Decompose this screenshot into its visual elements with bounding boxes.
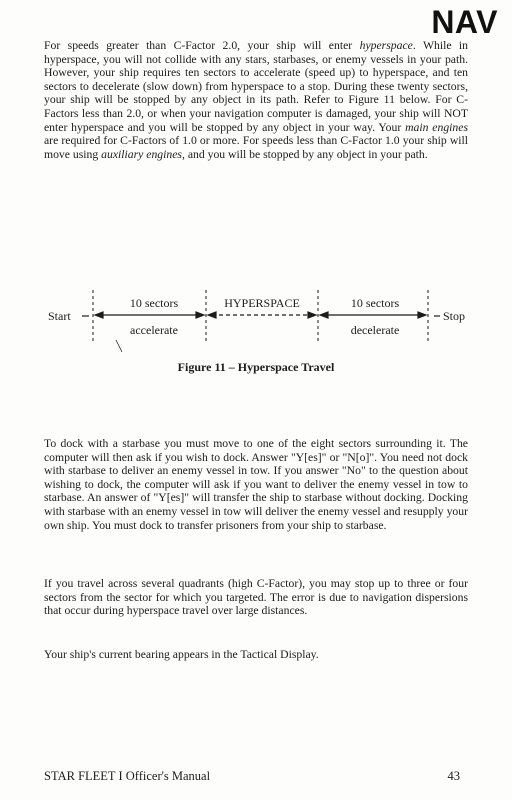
paragraph-text-run: . While in hyperspace, you will not collide with any stars, starbases, or enemy vessels in your path. However, your ship requires ten sectors to accelerate (speed up) to hyperspace, and ten sectors to decelerate (slow down) from hyperspace to a stop. During these twenty sectors, your ship will be stopped by any object in its path. Refer to Figure 11 below. For C-Factors less than 2.0, or when your navigation computer is damaged, your ship will NOT enter hyperspace and you will be stopped by any object in your way. Your <box>44 39 469 134</box>
italic-term: main engines <box>405 120 468 134</box>
start-label: Start <box>48 309 71 323</box>
pen-mark <box>116 340 122 352</box>
hyperspace-paragraph <box>44 39 468 161</box>
paragraph-text-run: , and you will be stopped by any object in your path. <box>181 147 428 161</box>
accelerate-arrowhead-right <box>196 312 204 318</box>
docking-paragraph: To dock with a starbase you must move to one of the eight sectors surrounding it. The computer will then ask if you wish to dock. Answer "Y[es]" or "N[o]". You need not dock with starbase to deliver an enemy vessel in tow. If you answer "No" to the question about wishing to dock, the computer will ask if you want to deliver the enemy vessel in tow to starbase. An answer of "Y[es]" will transfer the ship to starbase without docking. Docking with starbase with an enemy vessel in tow will deliver the enemy vessel and resupply your own ship. You must dock to transfer prisoners from your ship to starbase. <box>44 437 468 532</box>
right-sectors-label: 10 sectors <box>350 296 400 310</box>
italic-term: auxiliary engines <box>101 147 182 161</box>
decelerate-label: decelerate <box>350 323 400 337</box>
hyperspace-label: HYPERSPACE <box>224 296 300 310</box>
paragraph-text-run: For speeds greater than C-Factor 2.0, your ship will enter <box>44 39 360 52</box>
section-title: NAV <box>431 4 498 40</box>
accelerate-arrowhead-left <box>95 312 103 318</box>
hyperspace-arrowhead-right <box>308 312 316 318</box>
bearing-paragraph: Your ship's current bearing appears in the Tactical Display. <box>44 648 319 661</box>
paragraph-text-run: are required for C-Factors of 1.0 or more. For speeds less than C-Factor 1.0 your ship will move using <box>44 134 468 161</box>
manual-title-footer: STAR FLEET I Officer's Manual <box>44 769 211 783</box>
figure-caption: Figure 11 – Hyperspace Travel <box>177 360 335 374</box>
accelerate-label: accelerate <box>130 323 178 337</box>
decelerate-arrowhead-left <box>320 312 328 318</box>
italic-term: hyperspace <box>359 39 413 52</box>
page-number: 43 <box>447 769 460 783</box>
hyperspace-travel-figure <box>0 282 512 362</box>
left-sectors-label: 10 sectors <box>129 296 179 310</box>
dispersion-paragraph: If you travel across several quadrants (high C-Factor), you may stop up to three or four sectors from the sector for which you targeted. The error is due to navigation dispersions that occur during hyperspace travel over large distances. <box>44 577 468 618</box>
hyperspace-arrowhead-left <box>208 312 216 318</box>
stop-label: Stop <box>443 309 466 323</box>
decelerate-arrowhead-right <box>418 312 426 318</box>
